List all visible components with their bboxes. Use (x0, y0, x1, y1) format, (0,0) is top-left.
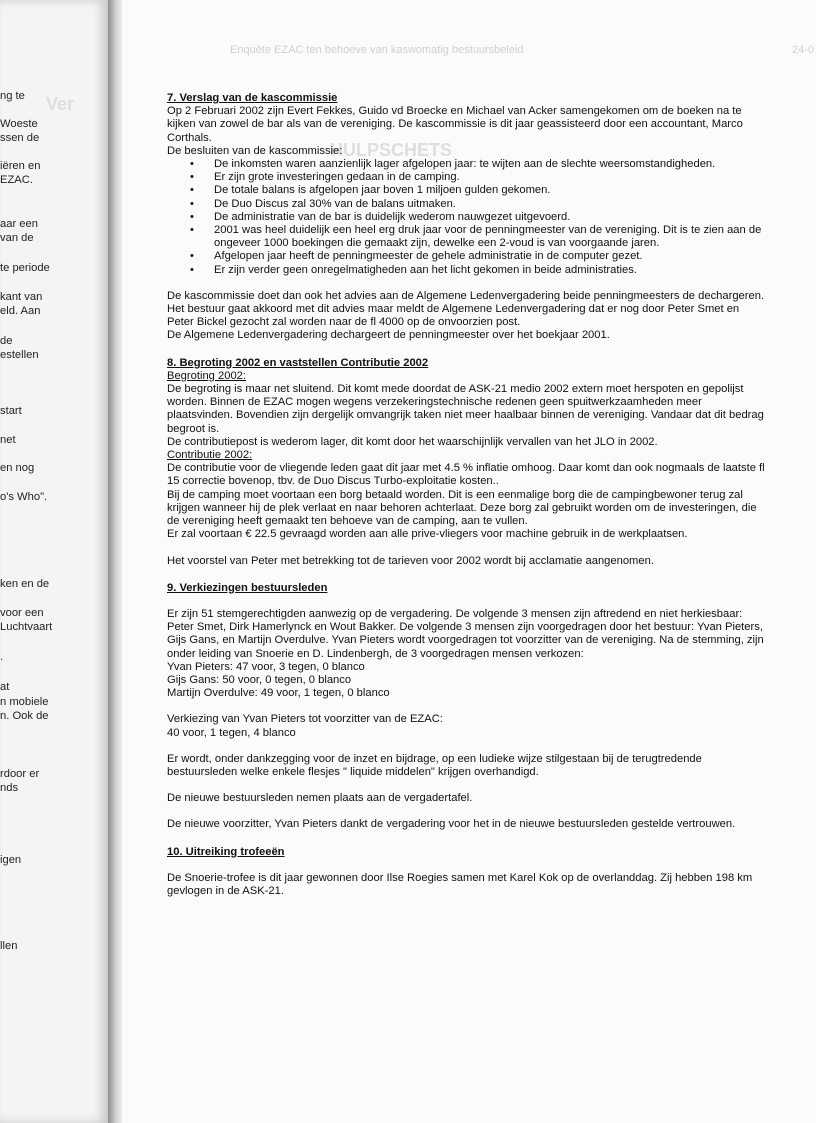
paragraph: Het bestuur gaat akkoord met dit advies maar meldt de Algemene Ledenvergadering dat er nog door Peter Smet en Peter Bickel gezocht zal worden naar de fl 4000 op de onvoorzien post. (167, 303, 740, 329)
left-page-text-fragment: ng te (0, 90, 25, 102)
paragraph: De Algemene Ledenvergadering dechargeert de penningmeester over het boekjaar 2001. (167, 329, 610, 342)
bullet-item: • Afgelopen jaar heeft de penningmeester de gehele administratie in de computer gezet. (214, 250, 767, 263)
paragraph-spacer (167, 542, 767, 555)
paragraph: Er wordt, onder dankzegging voor de inzet en bijdrage, op een ludieke wijze stilgestaan bij de terugtredende bestuursleden welke enkele flesjes " liquide middelen" krijgen overhandigd. (167, 752, 702, 778)
paragraph: Het voorstel van Peter met betrekking tot de tarieven voor 2002 wordt bij acclamatie aangenomen. (167, 554, 654, 567)
left-page-text-fragment: ssen de (0, 132, 40, 144)
bullet-item: • 2001 was heel duidelijk een heel erg druk jaar voor de penningmeester van de vereniging. Dit is te zien aan de ongeveer 1000 boekingen die gemaakt zijn, dewelke een 2-voud is van voorgaande jaren. (214, 224, 767, 250)
section-spacer (167, 832, 767, 846)
paragraph-spacer (167, 277, 767, 290)
bullet-item: • De totale balans is afgelopen jaar boven 1 miljoen gulden gekomen. (214, 184, 767, 197)
section-heading: 9. Verkiezingen bestuursleden (167, 581, 328, 594)
paragraph-spacer (167, 595, 767, 608)
left-page-text-fragment: Luchtvaart (0, 621, 53, 633)
paragraph-spacer (167, 805, 767, 818)
left-page-text-fragment: aar een (0, 218, 38, 230)
left-page-text-fragment: nds (0, 782, 19, 794)
paragraph-spacer (167, 779, 767, 792)
left-page-text-fragment: EZAC. (0, 174, 33, 186)
section-heading: 7. Verslag van de kascommissie (167, 92, 338, 104)
left-page-text-fragment: en nog (0, 462, 35, 474)
paragraph: Yvan Pieters: 47 voor, 3 tegen, 0 blanco (167, 660, 365, 673)
bullet-item: • De administratie van de bar is duidelijk wederom nauwgezet uitgevoerd. (214, 211, 767, 224)
agenda-section (167, 846, 767, 899)
paragraph-spacer (167, 740, 767, 753)
agenda-section (167, 582, 767, 832)
left-page-text-fragment: net (0, 434, 16, 446)
left-page-text-fragment: . (0, 651, 4, 663)
left-page-edge (0, 0, 109, 1123)
bullet-item: • Er zijn grote investeringen gedaan in de camping. (214, 171, 767, 184)
bullet-item: • Er zijn verder geen onregelmatigheden aan het licht gekomen in beide administraties. (214, 264, 767, 277)
left-page-text-fragment: Woeste (0, 118, 38, 130)
paragraph-spacer (167, 700, 767, 713)
paragraph: Bij de camping moet voortaan een borg betaald worden. Dit is een eenmalige borg die de campingbewoner terug zal krijgen wanneer hij de plek verlaat en naar behoren achterlaat. Deze borg zal gebruikt worden om de investeringen, die de vereniging heeft gemaakt ten behoeve van de camping, aan te vullen. (167, 488, 757, 528)
show-through-text: HULPSCHETS (330, 140, 453, 160)
paragraph: Verkiezing van Yvan Pieters tot voorzitter van de EZAC: (167, 713, 443, 726)
section-spacer (167, 568, 767, 582)
paragraph: De kascommissie doet dan ook het advies aan de Algemene Ledenvergadering beide penningmeesters de dechargeren. (167, 289, 765, 302)
left-page-text-fragment: voor een (0, 607, 44, 619)
paragraph: Op 2 Februari 2002 zijn Evert Fekkes, Guido vd Broecke en Michael van Acker samengekomen om de boeken na te kijken van zowel de bar als van de vereniging. De kascommissie is dit jaar geassisteerd door een accountant, Marco Corthals. (167, 105, 743, 144)
bullet-item: • De inkomsten waren aanzienlijk lager afgelopen jaar: te wijten aan de slechte weersomstandigheden. (214, 158, 767, 171)
left-page-text-fragment: kant van (0, 291, 43, 303)
left-page-text-fragment: at (0, 681, 10, 693)
section-heading: 10. Uitreiking trofeeën (167, 845, 285, 858)
show-through-text: Ver (46, 94, 75, 114)
paragraph-spacer (167, 859, 767, 872)
paragraph: De contributiepost is wederom lager, dit komt door het waarschijnlijk vervallen van het JLO in 2002. (167, 435, 658, 448)
section-spacer (167, 343, 767, 357)
book-gutter (108, 0, 122, 1123)
paragraph: De nieuwe voorzitter, Yvan Pieters dankt de vergadering voor het in de nieuwe bestuursleden gestelde vertrouwen. (167, 818, 736, 831)
paragraph: De Snoerie-trofee is dit jaar gewonnen door Ilse Roegies samen met Karel Kok op de overlanddag. Zij hebben 198 km gevlogen in de ASK-21. (167, 871, 753, 897)
bullet-item: • De Duo Discus zal 30% van de balans uitmaken. (214, 198, 767, 211)
paragraph: Gijs Gans: 50 voor, 0 tegen, 0 blanco (167, 673, 352, 686)
left-page-text-fragment: n mobiele (0, 696, 49, 708)
show-through-text: 24-0 (792, 44, 815, 56)
paragraph: De besluiten van de kascommissie: (167, 144, 343, 157)
left-page-text-fragment: de (0, 335, 13, 347)
left-page-text-fragment: n. Ook de (0, 710, 49, 722)
paragraph: Er zal voortaan € 22.5 gevraagd worden aan alle prive-vliegers voor machine gebruik in de werkplaatsen. (167, 528, 688, 541)
agenda-section (167, 357, 767, 568)
left-page-text-fragment: igen (0, 854, 22, 866)
paragraph: De nieuwe bestuursleden nemen plaats aan de vergadertafel. (167, 792, 473, 805)
left-page-text-fragment: ken en de (0, 578, 50, 590)
agenda-section (167, 92, 767, 343)
left-page-text-fragment: eld. Aan (0, 305, 41, 317)
subheading: Contributie 2002: (167, 449, 253, 462)
left-page-text-fragment: estellen (0, 349, 39, 361)
section-heading: 8. Begroting 2002 en vaststellen Contributie 2002 (167, 356, 429, 369)
paragraph: De contributie voor de vliegende leden gaat dit jaar met 4.5 % inflatie omhoog. Daar komt dan ook nogmaals de laatste fl 15 correctie bovenop, tbv. de Duo Discus Turbo-exploitatie kosten.. (167, 462, 765, 488)
paragraph: De begroting is maar net sluitend. Dit komt mede doordat de ASK-21 medio 2002 extern moet herspoten en gepolijst worden. Binnen de EZAC mogen wegens verzekeringstechnische redenen geen spuitwerkzaamheden meer plaatsvinden. Bovendien zijn dergelijk omvangrijk taken niet meer haalbaar binnen de vereniging. Vandaar dat dit bedrag begroot is. (167, 383, 764, 435)
left-page-text-fragment: start (0, 405, 22, 417)
left-page-text-fragment: te periode (0, 262, 50, 274)
paragraph: Er zijn 51 stemgerechtigden aanwezig op de vergadering. De volgende 3 mensen zijn aftredend en niet herkiesbaar: Peter Smet, Dirk Hamerlynck en Wout Bakker. De volgende 3 mensen zijn voorgedragen door het bestuur: Yvan Pieters, Gijs Gans, en Martijn Overdulve. Yvan Pieters wordt voorgedragen tot voorzitter van de vereniging. Na de stemming, zijn onder leiding van Snoerie en D. Lindenbergh, de 3 voorgedragen mensen verkozen: (167, 607, 764, 660)
left-page-text-fragment: o's Who". (0, 491, 48, 503)
left-page-text-fragment: llen (0, 940, 18, 952)
bullet-list (167, 158, 767, 277)
show-through-text: Enquête EZAC ten behoeve van kaswomatig bestuursbeleid (230, 44, 524, 56)
document-body (167, 92, 767, 898)
paragraph: Martijn Overdulve: 49 voor, 1 tegen, 0 blanco (167, 687, 390, 700)
left-page-text-fragment: rdoor er (0, 768, 40, 780)
left-page-text-fragment: iëren en (0, 160, 41, 172)
paragraph: 40 voor, 1 tegen, 4 blanco (167, 726, 296, 739)
left-page-text-fragment: van de (0, 232, 34, 244)
subheading: Begroting 2002: (167, 369, 246, 382)
